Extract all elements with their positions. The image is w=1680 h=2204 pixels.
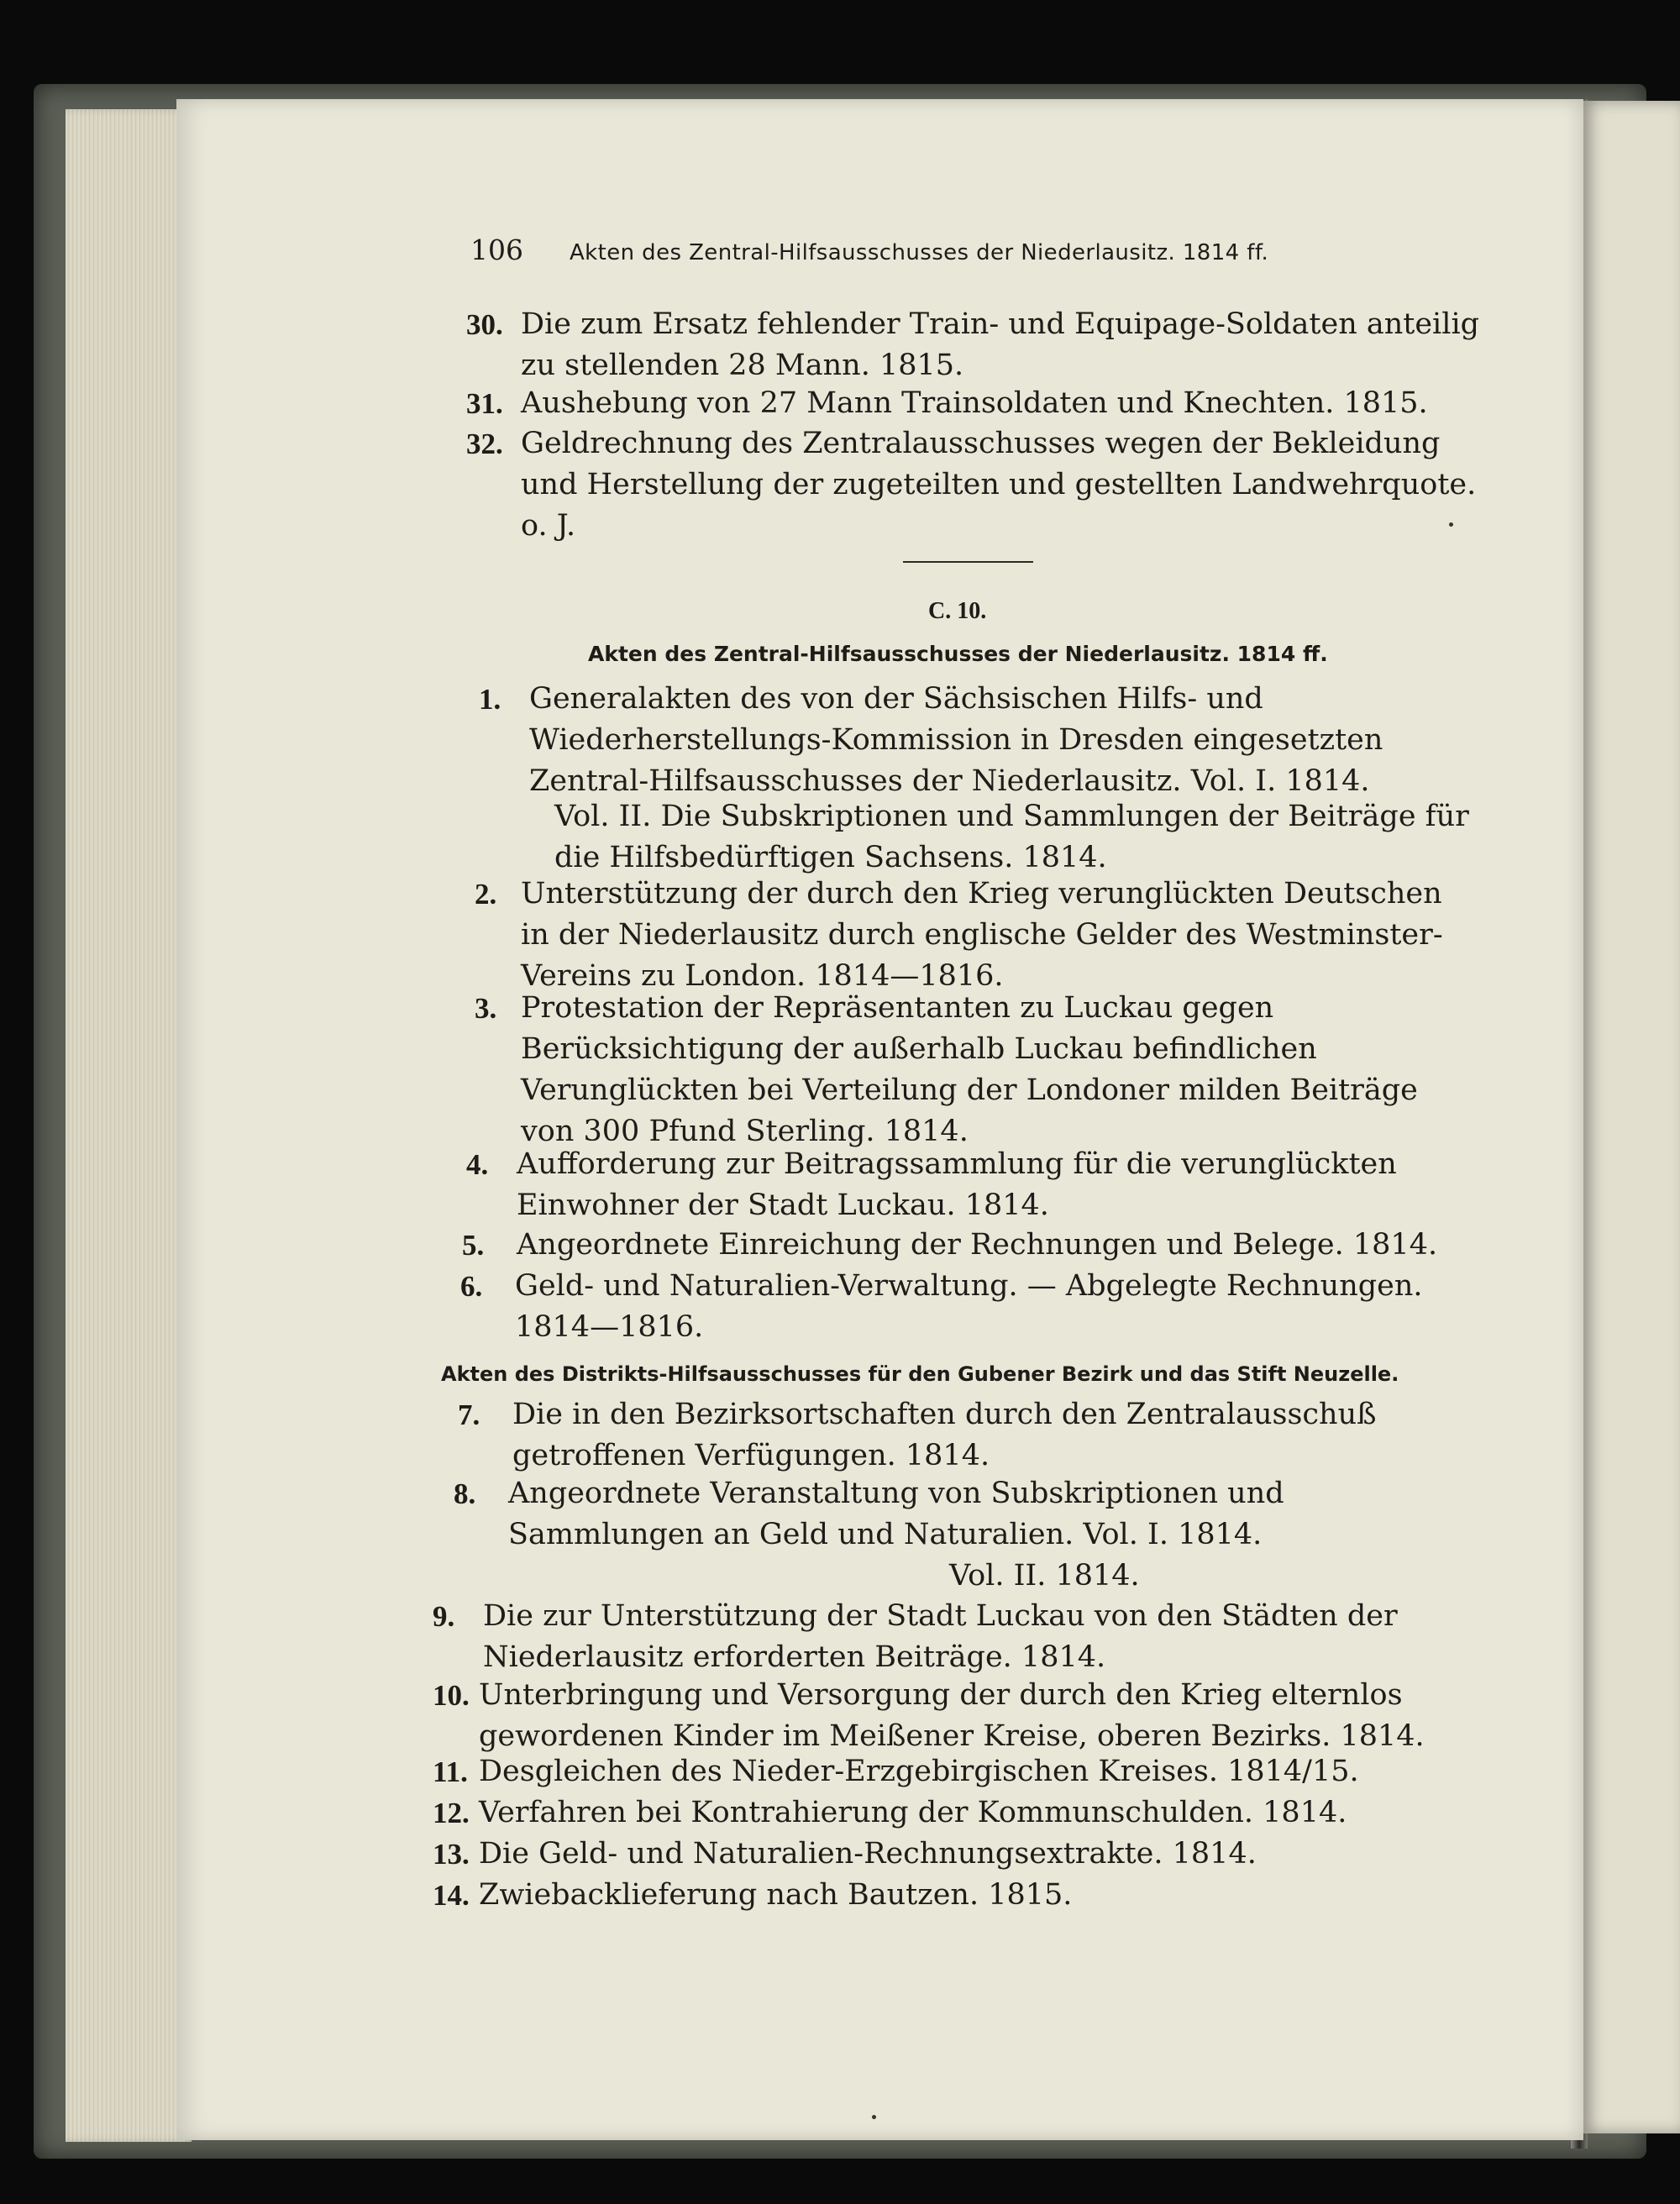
ink-speck (1449, 522, 1453, 527)
list-item: 14. Zwiebacklieferung nach Bautzen. 1815. (433, 1878, 1073, 1912)
section-heading: Akten des Zentral-Hilfsausschusses der Niederlausitz. 1814 ff. (588, 642, 1328, 666)
list-item: 5. Angeordnete Einreichung der Rechnungen und Belege. 1814. (462, 1228, 1438, 1262)
facing-page-edge (1583, 101, 1680, 2133)
section-divider (903, 561, 1033, 563)
list-item: 8. Angeordnete Veranstaltung von Subskriptionen und Sammlungen an Geld und Naturalien. Vol. I. 1814. (454, 1477, 1284, 1551)
section-label: C. 10. (928, 598, 987, 624)
running-header (470, 234, 1369, 266)
ink-speck (872, 2115, 876, 2119)
list-item: 13. Die Geld- und Naturalien-Rechnungsextrakte. 1814. (433, 1837, 1257, 1871)
list-item: 7. Die in den Bezirksortschaften durch den Zentralausschuß getroffenen Verfügungen. 1814. (458, 1398, 1377, 1472)
list-item: 30. Die zum Ersatz fehlender Train- und Equipage-Soldaten anteilig zu stellenden 28 Mann. 1815. (466, 307, 1480, 382)
running-title: Akten des Zentral-Hilfsausschusses der Niederlausitz. 1814 ff. (570, 240, 1269, 265)
list-item: 6. Geld- und Naturalien-Verwaltung. — Abgelegte Rechnungen. 1814—1816. (460, 1269, 1423, 1344)
page-number: 106 (470, 234, 523, 266)
list-item: 9. Die zur Unterstützung der Stadt Luckau von den Städten der Niederlausitz erforderten Beiträge. 1814. (433, 1599, 1398, 1674)
list-item: Vol. II. Die Subskriptionen und Sammlungen der Beiträge für die Hilfsbedürftigen Sachsens. 1814. (554, 800, 1469, 874)
page-edges (66, 109, 192, 2142)
list-item: 11. Desgleichen des Nieder-Erzgebirgischen Kreises. 1814/15. (433, 1755, 1359, 1788)
subsection-heading: Akten des Distrikts-Hilfsausschusses für den Gubener Bezirk und das Stift Neuzelle. (441, 1362, 1399, 1386)
list-item: 2. Unterstützung der durch den Krieg verunglückten Deutschen in der Niederlausitz durch englische Gelder des Westminster-Vereins zu London. 1814—1816. (475, 877, 1443, 993)
list-item: 3. Protestation der Repräsentanten zu Luckau gegen Berücksichtigung der außerhalb Luckau befindlichen Verunglückten bei Verteilung der Londoner milden Beiträge von 300 Pfund Sterling. 1814. (475, 991, 1418, 1148)
list-item: 32. Geldrechnung des Zentralausschusses wegen der Bekleidung und Herstellung der zugeteilten und gestellten Landwehrquote. o. J. (466, 427, 1477, 543)
list-item: 1. Generalakten des von der Sächsischen Hilfs- und Wiederherstellungs-Kommission in Dresden eingesetzten Zentral-Hilfsausschusses der Niederlausitz. Vol. I. 1814. (479, 682, 1383, 798)
list-item: 4. Aufforderung zur Beitragssammlung für die verunglückten Einwohner der Stadt Luckau. 1814. (466, 1147, 1397, 1222)
list-item: 31. Aushebung von 27 Mann Trainsoldaten und Knechten. 1815. (466, 386, 1428, 420)
list-item: 12. Verfahren bei Kontrahierung der Kommunschulden. 1814. (433, 1796, 1347, 1829)
list-item: 10. Unterbringung und Versorgung der durch den Krieg elternlos gewordenen Kinder im Meißener Kreise, oberen Bezirks. 1814. (433, 1678, 1425, 1753)
list-item: Vol. II. 1814. (949, 1559, 1140, 1593)
